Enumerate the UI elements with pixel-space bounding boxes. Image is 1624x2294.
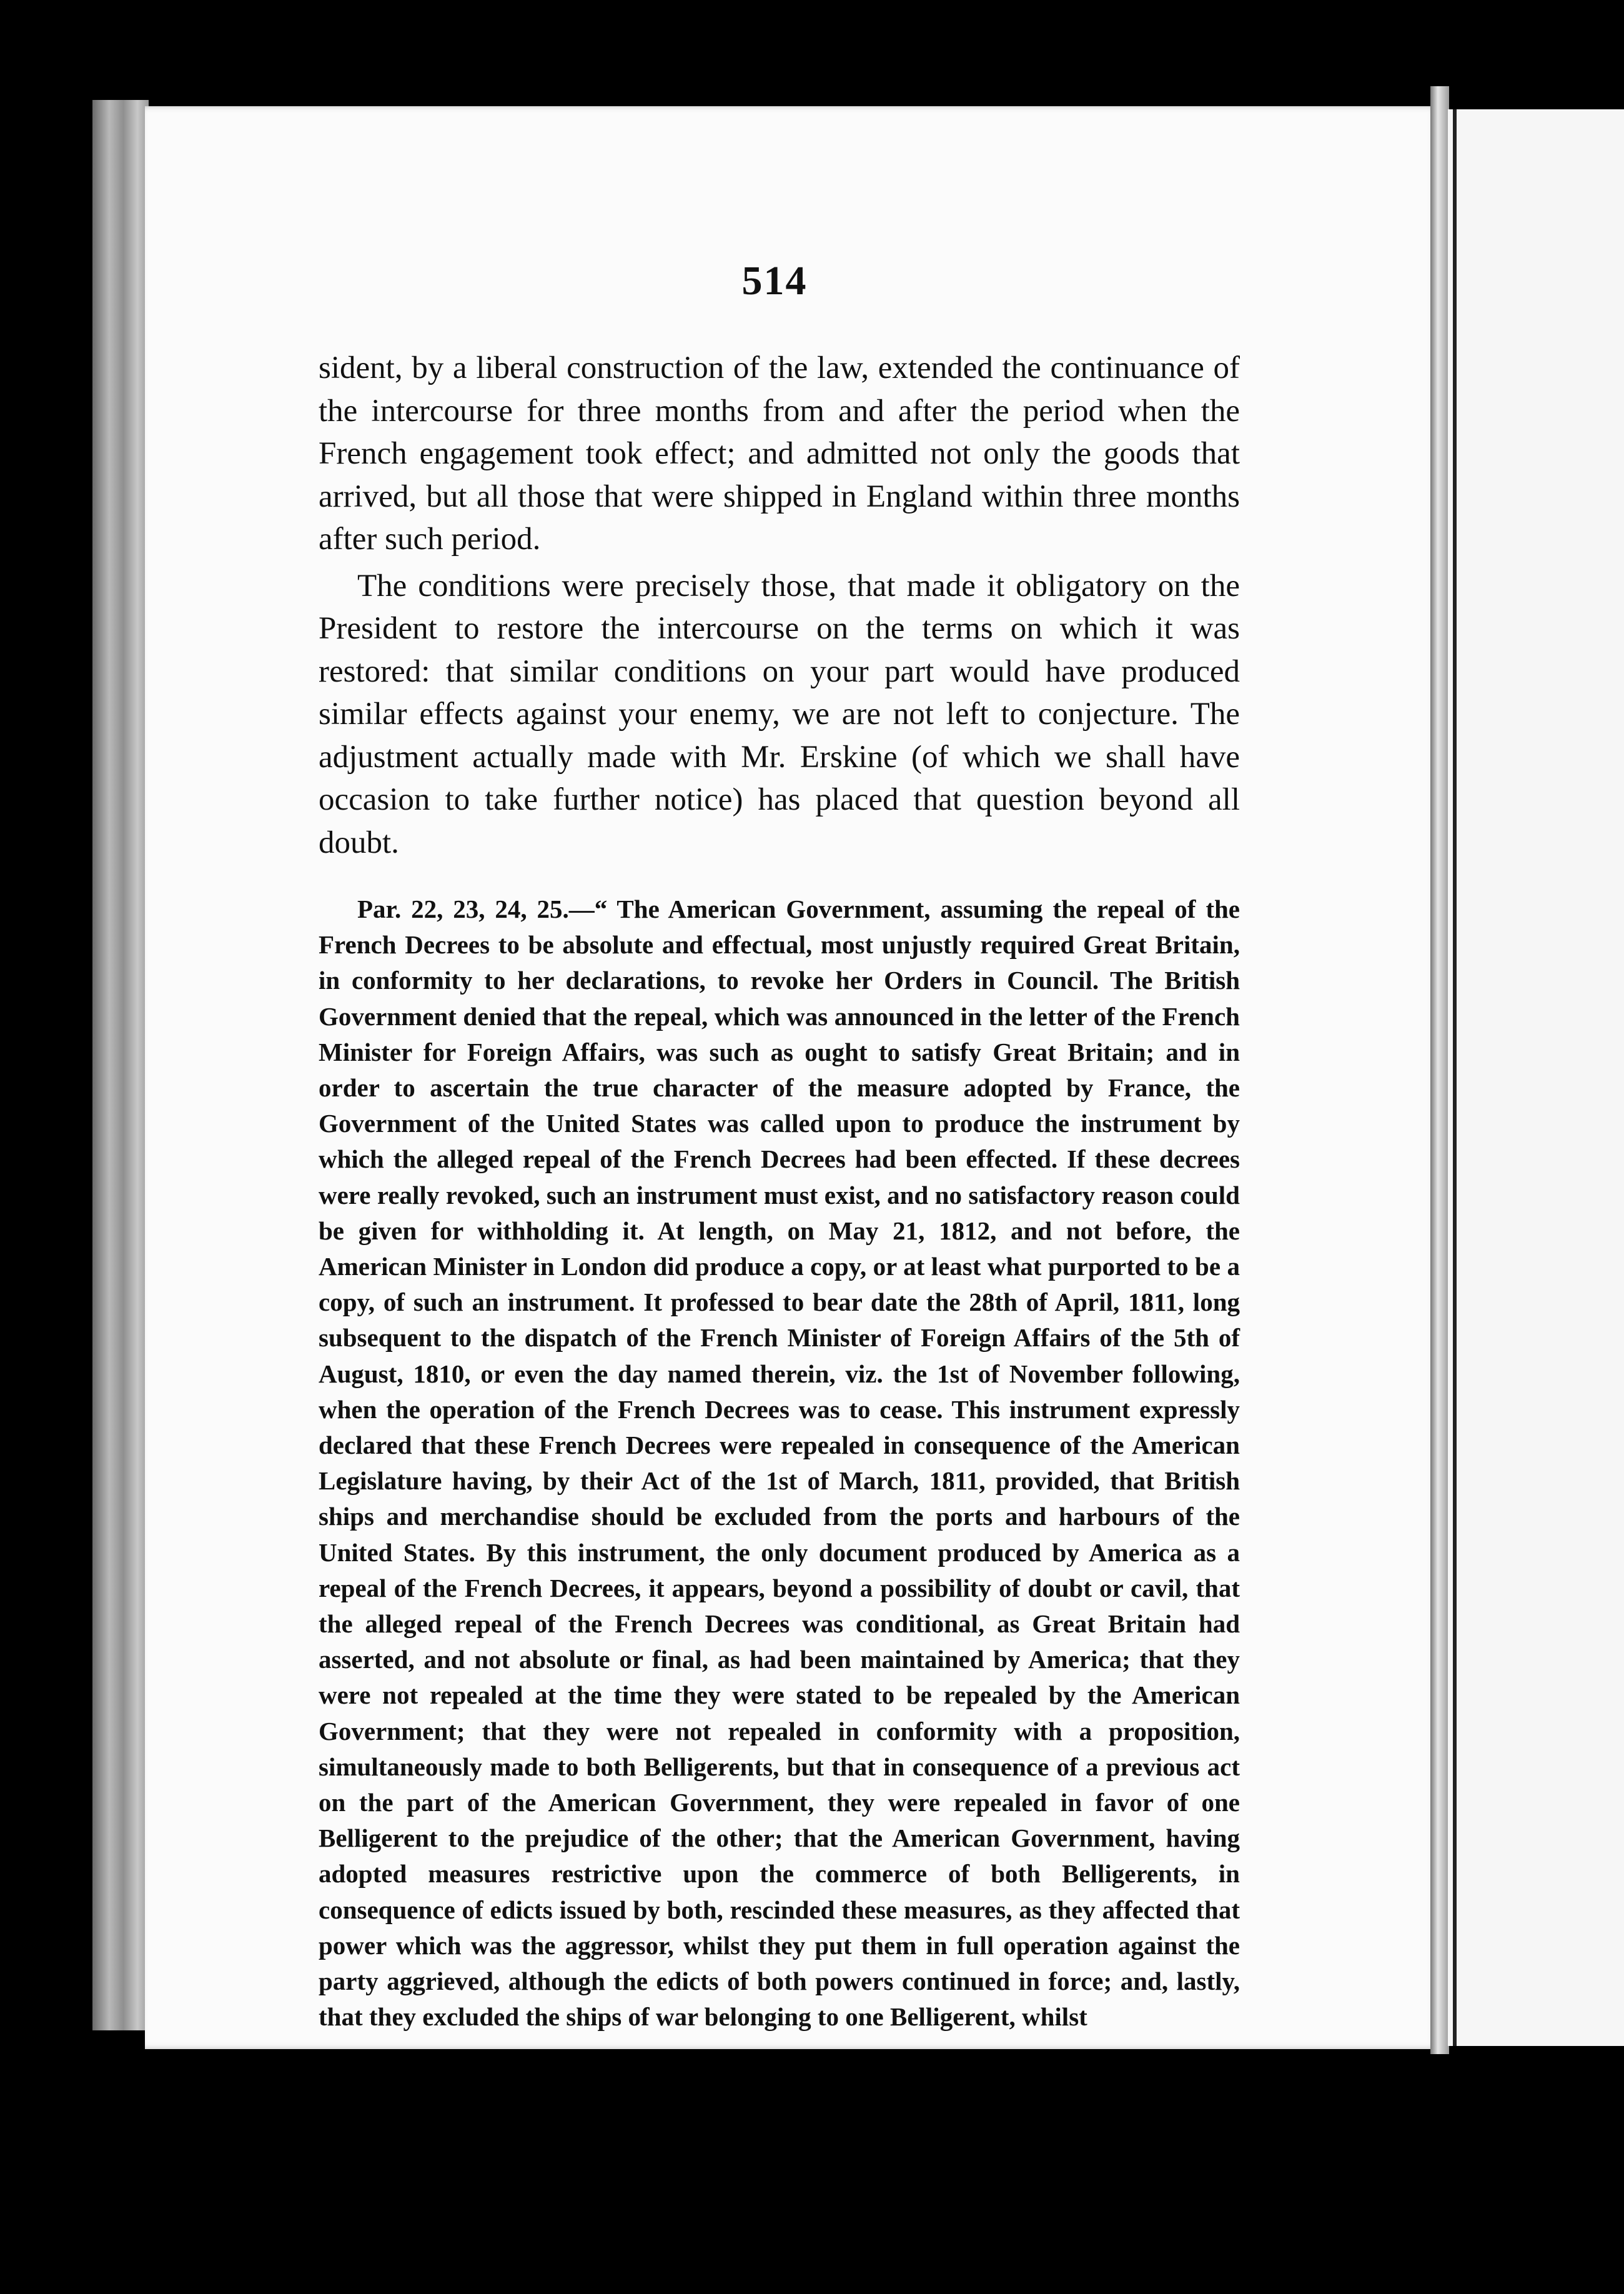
page-edge [1430,86,1449,2054]
page-text [319,347,1240,2035]
quoted-passage: Par. 22, 23, 24, 25.—“ The American Government, assuming the repeal of the French Decrees to be absolute and effectual, most unjustly required Great Britain, in conformity to her declarations, to revoke her Orders in Council. The British Government denied that the repeal, which was announced in the letter of the French Minister for Foreign Affairs, was such as ought to satisfy Great Britain; and in order to ascertain the true character of the measure adopted by France, the Government of the United States was called upon to produce the instrument by which the alleged repeal of the French Decrees had been effected. If these decrees were really revoked, such an instrument must exist, and no satisfactory reason could be given for withholding it. At length, on May 21, 1812, and not before, the American Minister in London did produce a copy, or at least what purported to be a copy, of such an instrument. It professed to bear date the 28th of April, 1811, long subsequent to the dispatch of the French Minister of Foreign Affairs of the 5th of August, 1810, or even the day named therein, viz. the 1st of November following, when the operation of the French Decrees was to cease. This instrument expressly declared that these French Decrees were repealed in consequence of the American Legislature having, by their Act of the 1st of March, 1811, provided, that British ships and merchandise should be excluded from the ports and harbours of the United States. By this instrument, the only document produced by America as a repeal of the French Decrees, it appears, beyond a possibility of doubt or cavil, that the alleged repeal of the French Decrees was conditional, as Great Britain had asserted, and not absolute or final, as had been maintained by America; that they were not repealed at the time they were stated to be repealed by the American Government; that they were not repealed in conformity with a proposition, simultaneously made to both Belligerents, but that in consequence of a previous act on the part of the American Government, they were repealed in favor of one Belligerent to the prejudice of the other; that the American Government, having adopted measures restrictive upon the commerce of both Belligerents, in consequence of edicts issued by both, rescinded these measures, as they affected that power which was the aggressor, whilst they put them in full operation against the party aggrieved, although the edicts of both powers continued in force; and, lastly, that they excluded the ships of war belonging to one Belligerent, whilst [319,895,1240,2032]
next-page-sliver [1448,109,1624,2046]
book-spine [92,100,149,2030]
paragraph-continuation: sident, by a liberal construction of the law, extended the continuance of the intercourse for three months from and after the period when the French engagement took effect; and admitted not only the goods that arrived, but all those that were shipped in England within three months after such period. [319,350,1240,557]
page-number: 514 [741,258,808,304]
paragraph-conditions: The conditions were precisely those, that made it obligatory on the President to restore the intercourse on the terms on which it was restored: that similar conditions on your part would have produced similar effects against your enemy, we are not left to conjecture. The adjustment actually made with Mr. Erskine (of which we shall have occasion to take further notice) has placed that question beyond all doubt. [319,568,1240,860]
